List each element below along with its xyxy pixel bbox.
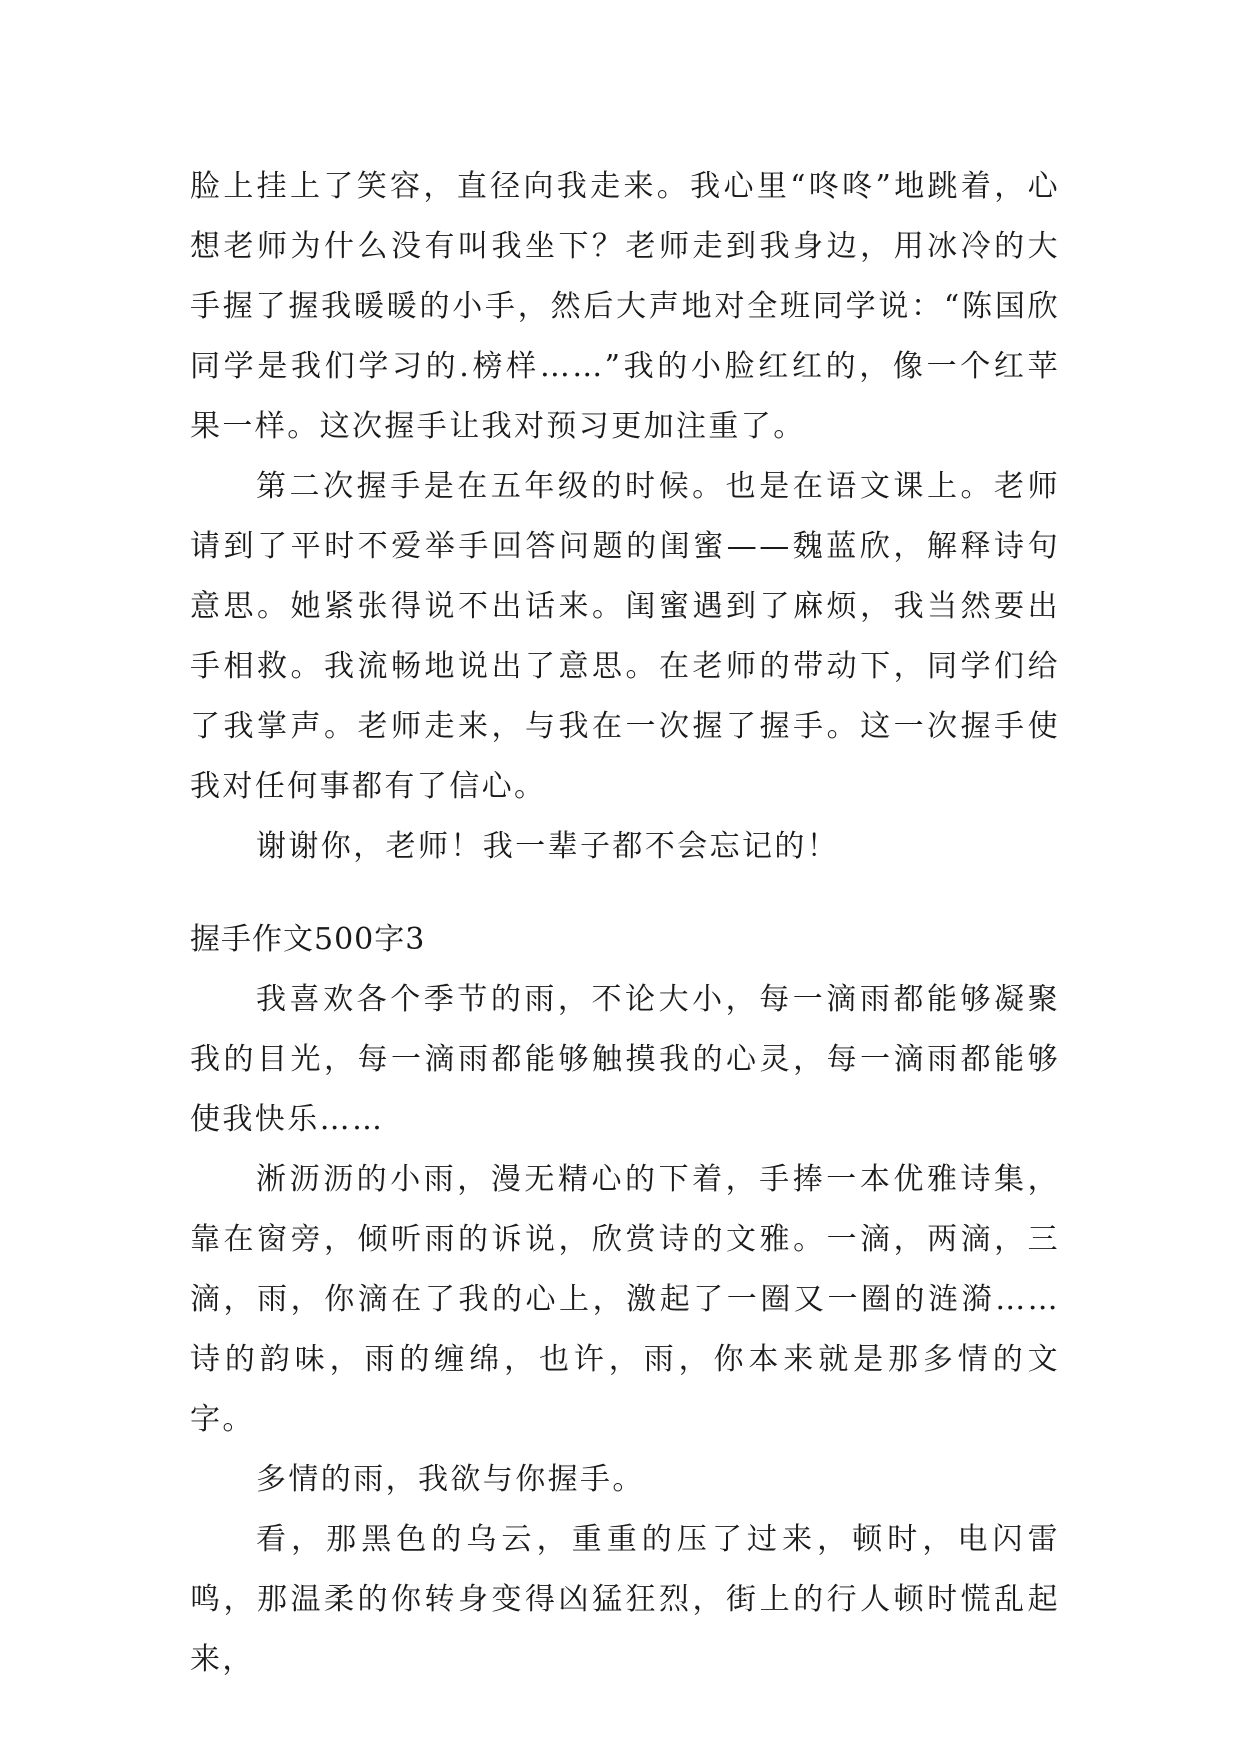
- essay-section-2: [190, 970, 1060, 1690]
- paragraph-4: 我喜欢各个季节的雨，不论大小，每一滴雨都能够凝聚我的目光，每一滴雨都能够触摸我的心灵，每一滴雨都能够使我快乐……: [190, 982, 1060, 1137]
- essay-section-1: [190, 157, 1060, 877]
- paragraph-7: 看，那黑色的乌云，重重的压了过来，顿时，电闪雷鸣，那温柔的你转身变得凶猛狂烈，街上的行人顿时慌乱起来，: [190, 1522, 1060, 1677]
- section-heading: 握手作文500字3: [190, 922, 426, 957]
- paragraph-1: 脸上挂上了笑容，直径向我走来。我心里“咚咚”地跳着，心想老师为什么没有叫我坐下？老师走到我身边，用冰冷的大手握了握我暖暖的小手，然后大声地对全班同学说：“陈国欣同学是我们学习的.榜样……”我的小脸红红的，像一个红苹果一样。这次握手让我对预习更加注重了。: [190, 169, 1060, 444]
- paragraph-6: 多情的雨，我欲与你握手。: [256, 1462, 645, 1497]
- paragraph-3: 谢谢你，老师！我一辈子都不会忘记的！: [256, 829, 840, 864]
- paragraph-2: 第二次握手是在五年级的时候。也是在语文课上。老师请到了平时不爱举手回答问题的闺蜜——魏蓝欣，解释诗句意思。她紧张得说不出话来。闺蜜遇到了麻烦，我当然要出手相救。我流畅地说出了意思。在老师的带动下，同学们给了我掌声。老师走来，与我在一次握了握手。这一次握手使我对任何事都有了信心。: [190, 469, 1060, 804]
- paragraph-5: 淅沥沥的小雨，漫无精心的下着，手捧一本优雅诗集，靠在窗旁，倾听雨的诉说，欣赏诗的文雅。一滴，两滴，三滴，雨，你滴在了我的心上，激起了一圈又一圈的涟漪……诗的韵味，雨的缠绵，也许，雨，你本来就是那多情的文字。: [190, 1162, 1060, 1437]
